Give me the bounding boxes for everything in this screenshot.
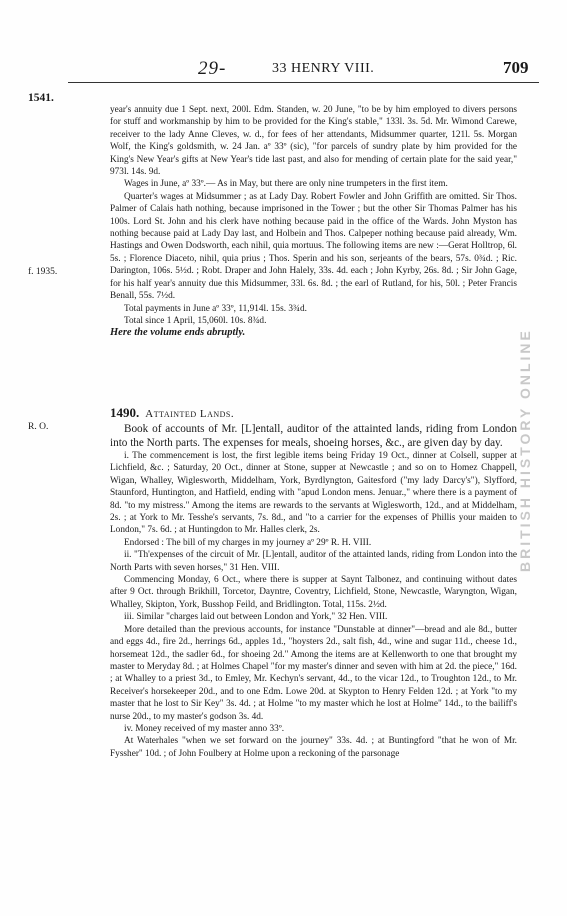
paragraph: i. The commencement is lost, the first legible items being Friday 19 Oct., dinner at Colsell, supper at Lichfield, &c. ; Saturday, 20 Oct., dinner at Stone, supper at Newcastle ; and so on to Homez Chappell, Wigan, Whalley, Wiglesworth, Middelham, York, Byrdlyngton, Gaitesford ("my lady Darcy's"), Slyfford, Staunford, Huntington, and Hatfield, ending with "apud London mens. Jenuar.," where there is a payment of 8d. "to my mistress." Among the items are rewards to the servants at Wiglesworth, 12d., and at Middelham, 2s. ; at York to Mr. Tesshe's servants, 7s. 8d., and "to a carrier for the expenses of Phillis your maiden to London," 7s. 6d. ; at Huntingdon to Mr. Halles clerk, 2s. (110, 451, 517, 536)
end-note: Here the volume ends abruptly. (110, 327, 246, 339)
running-title: 33 HENRY VIII. (272, 61, 375, 76)
margin-year: 1541. (28, 92, 54, 104)
section-lead: Book of accounts of Mr. [L]entall, auditor of the attainted lands, riding from London into the North parts. The expenses for meals, shoeing horses, &c., are given day by day. (110, 423, 517, 449)
watermark-stamp: BRITISH HISTORY ONLINE (517, 328, 533, 572)
paragraph: iii. Similar "charges laid out between London and York," 32 Hen. VIII. (124, 612, 388, 623)
page-number: 709 (503, 58, 529, 77)
paragraph: Total payments in June aº 33º, 11,914l. 15s. 3¾d. (124, 303, 307, 314)
paragraph: iv. Money received of my master anno 33º. (124, 723, 285, 734)
paragraph: Wages in June, aº 33º.— As in May, but there are only nine trumpeters in the first item. (124, 179, 448, 190)
paragraph: Quarter's wages at Midsummer ; as at Lady Day. Robert Fowler and John Griffith are omitted. Sir Thos. Palmer of Calais hath nothing, because imprisoned in the Tower ; but the other Sir Thomas Palmer has his 100s. Lord St. John and his clerk have nothing because paid in the office of the Wards. John Myston has nothing because paid at Lady Day last, and Holbein and Thos. Calpeper nothing because paid already, Wm. Hastings and Owen Dodsworth, each nihil, quia mortuus. The following items are new :—Gerat Holltrop, 6l. 5s. ; Florence Diaceto, nihil, quia prius ; Thos. Sperin and his son, serjeants of the bears, 57s. 0¾d. ; Ric. Darington, 106s. 5½d. ; Robt. Draper and John Halely, 33s. 4d. each ; John Kyrby, 26s. 8d. ; Sir John Gage, for his half year's annuity due this Midsummer, 33l. 6s. 8d. ; the earl of Rutland, for his, 50l. ; Peter Francis Benall, 55s. 7½d. (110, 191, 517, 302)
handwritten-page-number: 29- (198, 58, 227, 79)
paragraph: ii. "Th'expenses of the circuit of Mr. [L]entall, auditor of the attainted lands, riding from London into the North Parts with seven horses," 31 Hen. VIII. (110, 550, 517, 573)
section-body (110, 422, 517, 760)
section-title: Attainted Lands. (145, 408, 235, 420)
paragraph: Commencing Monday, 6 Oct., where there is supper at Saynt Talbonez, and continuing without dates after 9 Oct. through Brikhill, Torcetor, Dayntre, Coventry, Lichfield, Stone, Newcastle, Waryngton, Wigan, Whalley, Skipton, York, Busshop Feild, and Bridlington. Total, 115s. 2½d. (110, 575, 517, 610)
paragraph: year's annuity due 1 Sept. next, 200l. Edm. Standen, w. 20 June, "to be by him employed to divers persons for stuff and workmanship by him to be provided for the King's stable," 133l. 3s. 5d. Mr. Wimond Carewe, receiver to the lady Anne Cleves, w. d., for fees of her attendants, Midsummer quarter, 121l. 5s. Morgan Wolf, the King's goldsmith, w. 24 Jan. aº 33º (sic), "for parcels of sundry plate by him provided for the King's New Year's gifts at New Year's tide last past, and also for mending of certain plate for the said year," 973l. 14s. 9d. (110, 105, 517, 178)
section-number: 1490. (110, 405, 140, 420)
paragraph: Total since 1 April, 15,060l. 10s. 8¾d. (124, 315, 267, 326)
paragraph: At Waterhales "when we set forward on the journey" 33s. 4d. ; at Buntingford "that he won of Mr. Fyssher" 10d. ; of John Foulbery at Holme upon a reckoning of the parsonage (110, 736, 517, 759)
header-rule (68, 82, 539, 83)
top-text-block (110, 104, 517, 340)
margin-note-folio: f. 1935. (28, 267, 58, 277)
section-attainted-lands (110, 404, 517, 760)
margin-note-ro: R. O. (28, 422, 49, 432)
paragraph: More detailed than the previous accounts, for instance "Dunstable at dinner"—bread and ale 8d., butter and eggs 4d., fire 2d., herrings 6d., apples 1d., "hoysters 2d., salt fish, 4d., wine and sugar 11d., cheese 1d., horsemeat 12d., the sadler 6d., for shoeing 2d." Among the items are at Kellenworth to one that brought my master to Meryday 8d. ; at Holmes Chapel "for my master's dinner and seven with him at 2d. the piece," 16d. ; at Whalley to a priest 3d., to Emley, Mr. Kechyn's servant, 4d., to the vicar 12d., to Troughton 12d., to Mr. Receiver's horsekeeper 20d., and to one Edm. Lowe 20d. at Skypton to Henry Felden 12d. ; at York "to my master that he lost to Sir Key" 3s. 4d. ; at Holme "to my master which he lost at Holme" 14d., to the bailiff's nurse 20d., to my master's godson 3s. 4d. (110, 624, 517, 722)
section-heading (110, 404, 517, 422)
paragraph: Endorsed : The bill of my charges in my journey aº 29º R. H. VIII. (124, 537, 372, 548)
